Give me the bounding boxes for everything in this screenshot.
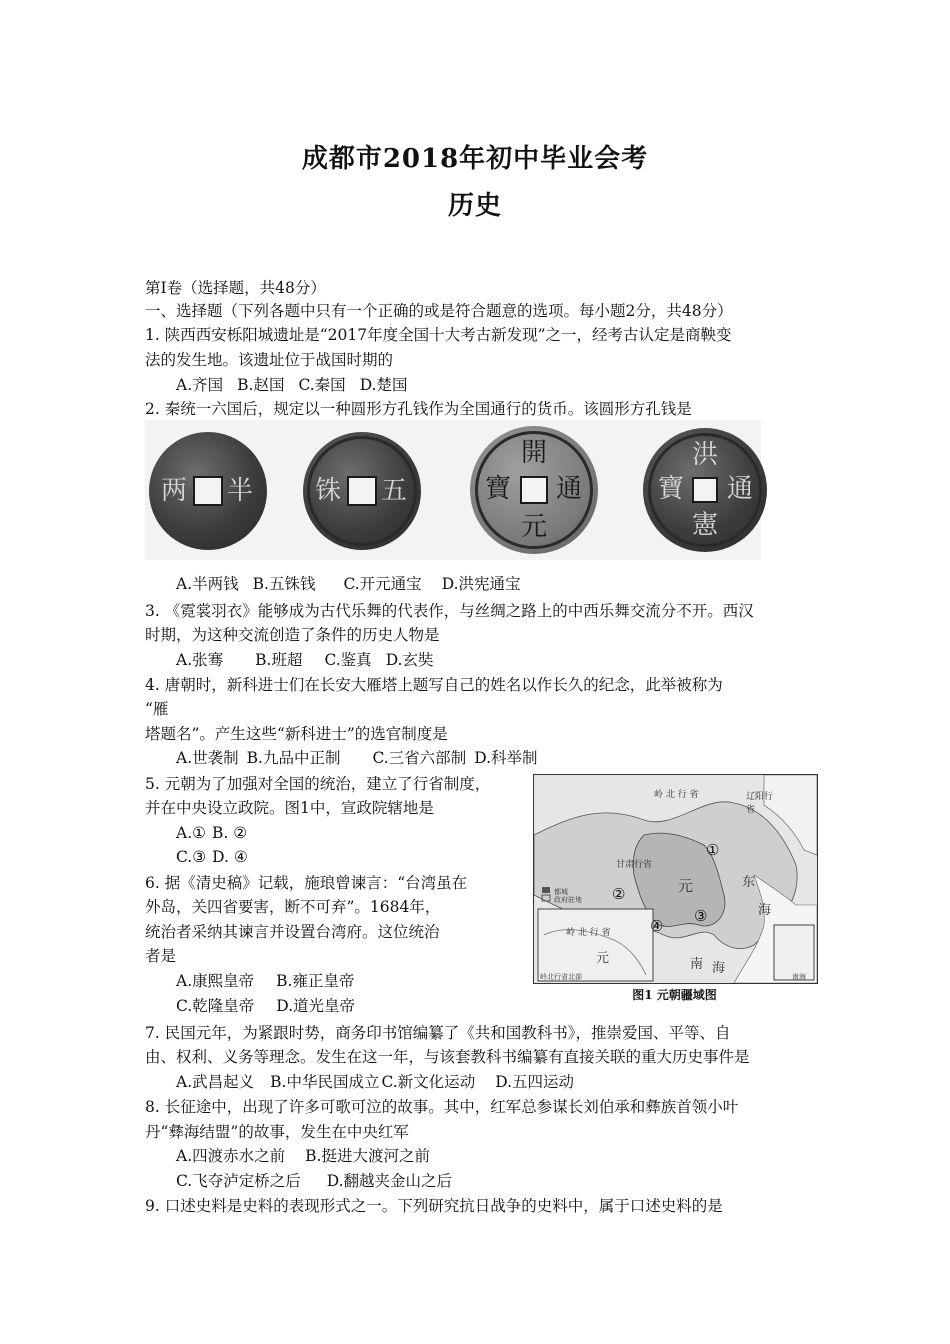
coin-char: 寶: [658, 474, 685, 504]
q8-option-a[interactable]: A.四渡赤水之前: [176, 1147, 286, 1165]
coin-hole: [520, 476, 548, 504]
section-instructions: 一、选择题（下列各题中只有一个正确的或是符合题意的选项。每小题2分，共48分）: [145, 302, 733, 320]
map-region-2: ②: [612, 885, 626, 903]
q4-option-d[interactable]: D.科举制: [474, 749, 538, 767]
q1-line-2: 法的发生地。该遗址位于战国时期的: [145, 351, 394, 369]
map-label-south: 南: [690, 957, 704, 972]
q4-options: [176, 748, 552, 768]
kai-yuan-coin-image: [470, 426, 598, 554]
q3-line-1: 3. 《霓裳羽衣》能够成为古代乐舞的代表作，与丝绸之路上的中西乐舞交流分不开。西汉: [145, 602, 754, 620]
q4-option-b[interactable]: B.九品中正制: [246, 749, 341, 767]
q7-option-a[interactable]: A.武昌起义: [176, 1073, 255, 1091]
q4-line-3: 塔题名”。产生这些“新科进士”的选官制度是: [145, 725, 448, 743]
q2-option-c[interactable]: C.开元通宝: [343, 575, 422, 593]
q8-options-row-1: [176, 1146, 444, 1166]
coin-char: 憲: [692, 510, 719, 540]
q3-options: [176, 650, 448, 670]
q5-option-a[interactable]: A.①: [176, 824, 207, 842]
q9-line-1: 9. 口述史料是史料的表现形式之一。下列研究抗日战争的史料中，属于口述史料的是: [145, 1197, 723, 1215]
coin-images: [145, 420, 761, 560]
map-legend-government: 政府驻地: [554, 896, 582, 904]
coin-char: 半: [227, 476, 254, 506]
q8-option-b[interactable]: B.挺进大渡河之前: [305, 1147, 430, 1165]
q5-line-2: 并在中央设立政院。图1中，宣政院辖地是: [145, 799, 434, 817]
map-label-sea: 海: [758, 903, 772, 918]
q4-line-1: 4. 唐朝时，新科进士们在长安大雁塔上题写自己的姓名以作长久的纪念，此举被称为: [145, 676, 723, 694]
q5-option-b[interactable]: B. ②: [212, 824, 248, 842]
q2-option-a[interactable]: A.半两钱: [176, 575, 239, 593]
q6-line-4: 者是: [145, 947, 177, 965]
coin-hole: [692, 477, 718, 503]
q1-line-1: 1. 陕西西安栎阳城遗址是“2017年度全国十大考古新发现”之一，经考古认定是商鞅变: [145, 326, 732, 344]
coin-char: 開: [521, 438, 548, 468]
q4-line-2: “雁: [145, 700, 169, 718]
subject-title: 历史: [447, 191, 502, 221]
q7-line-2: 由、权利、义务等理念。发生在这一年，与该套教科书编纂有直接关联的重大历史事件是: [145, 1048, 750, 1066]
q1-options: [176, 375, 422, 395]
map-region-4: ④: [650, 917, 664, 935]
q3-line-2: 时期，为这种交流创造了条件的历史人物是: [145, 626, 440, 644]
q6-options-row-1: [176, 971, 368, 991]
q6-option-c[interactable]: C.乾隆皇帝: [176, 997, 255, 1015]
q6-option-a[interactable]: A.康熙皇帝: [176, 972, 255, 990]
q5-option-d[interactable]: D. ④: [212, 848, 248, 866]
q7-options: [176, 1072, 588, 1092]
q1-option-c[interactable]: C.秦国: [298, 376, 346, 394]
coin-char: 寶: [485, 474, 512, 504]
q1-option-a[interactable]: A.齐国: [176, 376, 224, 394]
coin-char: 通: [556, 474, 583, 504]
map-label-lingbei: 岭 北 行 省: [654, 790, 699, 800]
q6-options-row-2: [176, 996, 369, 1016]
map-label-yuan: 元: [678, 877, 694, 895]
coin-char: 五: [381, 476, 408, 506]
q6-option-d[interactable]: D.道光皇帝: [276, 997, 356, 1015]
q4-option-c[interactable]: C.三省六部制: [372, 749, 467, 767]
q8-option-d[interactable]: D.翻越夹金山之后: [326, 1172, 453, 1190]
map-label-south-sea: 海: [712, 961, 726, 976]
wu-zhu-coin-image: [303, 432, 421, 550]
q8-options-row-2: [176, 1171, 466, 1191]
coin-hole: [347, 476, 377, 506]
q3-option-a[interactable]: A.张骞: [176, 651, 224, 669]
ban-liang-coin-image: [149, 432, 267, 550]
q2-line-1: 2. 秦统一六国后，规定以一种圆形方孔钱作为全国通行的货币。该圆形方孔钱是: [145, 400, 692, 418]
q6-line-2: 外岛，关四省要害，断不可弃”。1684年，: [145, 898, 441, 916]
inset-south-islands: 南海: [792, 973, 806, 981]
q3-option-b[interactable]: B.班超: [255, 651, 303, 669]
q6-line-3: 统治者采纳其谏言并设置台湾府。这位统治: [145, 923, 440, 941]
coin-char: 元: [521, 512, 548, 542]
q8-option-c[interactable]: C.飞夺泸定桥之后: [176, 1172, 301, 1190]
q2-option-b[interactable]: B.五铢钱: [252, 575, 316, 593]
q5-option-c[interactable]: C.③: [176, 848, 207, 866]
q7-line-1: 7. 民国元年，为紧跟时势，商务印书馆编纂了《共和国教科书》，推崇爱国、平等、自: [145, 1024, 731, 1042]
q2-option-d[interactable]: D.洪宪通宝: [441, 575, 521, 593]
q4-option-a[interactable]: A.世袭制: [176, 749, 239, 767]
q5-line-1: 5. 元朝为了加强对全国的统治，建立了行省制度，: [145, 775, 491, 793]
q2-options: [176, 574, 535, 594]
coin-char: 两: [161, 476, 188, 506]
q6-line-1: 6. 据《清史稿》记载，施琅曾谏言：“台湾虽在: [145, 874, 468, 892]
q6-option-b[interactable]: B.雍正皇帝: [276, 972, 355, 990]
map-legend-capital: 都城: [554, 888, 568, 896]
map-region-1: ①: [706, 841, 720, 859]
coin-char: 洪: [692, 440, 719, 470]
coin-char: 铢: [315, 476, 342, 506]
q1-option-b[interactable]: B.赵国: [237, 376, 285, 394]
map-label-east: 东: [742, 875, 756, 890]
coin-char: 通: [727, 474, 754, 504]
q3-option-c[interactable]: C.鉴真: [324, 651, 372, 669]
yuan-territory-map: [533, 774, 818, 984]
map-label-gansu: 甘肃行省: [616, 860, 653, 870]
q3-option-d[interactable]: D.玄奘: [385, 651, 434, 669]
q5-options-row-1: [176, 823, 261, 843]
q7-option-b[interactable]: B.中华民国成立: [270, 1073, 380, 1091]
map-region-3: ③: [694, 907, 708, 925]
inset-caption: 岭北行省北部: [540, 973, 582, 981]
map-label-liaoyang: 辽阳行省: [746, 792, 774, 815]
coin-hole: [193, 476, 223, 506]
q7-option-c[interactable]: C.新文化运动: [381, 1073, 476, 1091]
hong-xian-coin-image: [643, 428, 767, 552]
inset-label-lingbei: 岭 北 行 省: [566, 928, 611, 938]
q1-option-d[interactable]: D.楚国: [359, 376, 408, 394]
inset-label-yuan: 元: [596, 951, 610, 966]
exam-title: 成都市2018年初中毕业会考: [301, 144, 649, 174]
q5-options-row-2: [176, 847, 262, 867]
volume-heading: 第Ⅰ卷（选择题，共48分）: [145, 279, 326, 297]
map-caption: 图1 元朝疆域图: [632, 988, 717, 1002]
q7-option-d[interactable]: D.五四运动: [495, 1073, 575, 1091]
q8-line-1: 8. 长征途中，出现了许多可歌可泣的故事。其中，红军总参谋长刘伯承和彝族首领小叶: [145, 1098, 739, 1116]
q8-line-2: 丹“彝海结盟”的故事，发生在中央红军: [145, 1123, 409, 1141]
